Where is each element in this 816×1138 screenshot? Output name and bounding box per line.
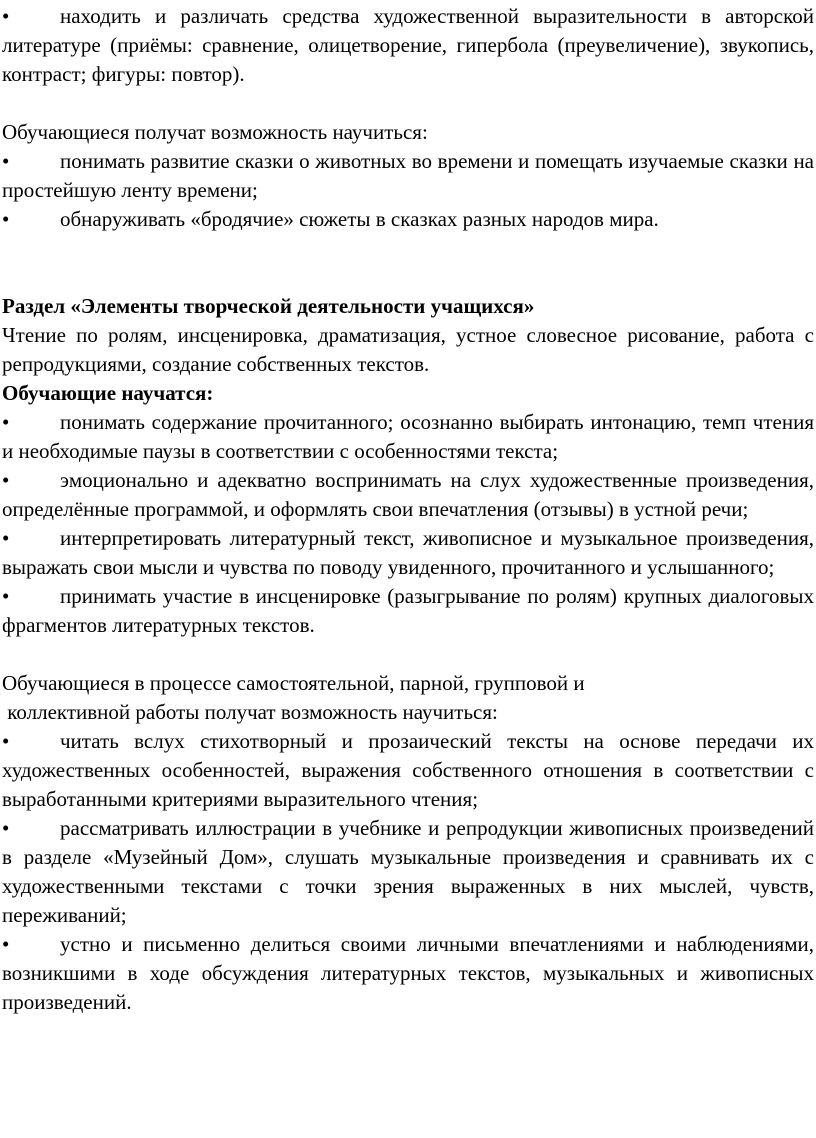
list-item-text: находить и различать средства художественной выразительности в авторской литературе (приёмы: сравнение, олицетворение, гипербола (преувеличение), звукопись, контраст; фигуры: повтор). [2, 4, 814, 86]
bullet-marker: • [2, 207, 10, 231]
list-item [2, 814, 814, 930]
document-page [2, 2, 814, 1017]
list-item-text: обнаруживать «бродячие» сюжеты в сказках разных народов мира. [60, 207, 659, 231]
list-item [2, 466, 814, 524]
list-item-text: устно и письменно делиться своими личными впечатлениями и наблюдениями, возникшими в ходе обсуждения литературных текстов, музыкальных и живописных произведений. [2, 932, 814, 1014]
paragraph-line: коллективной работы получат возможность научиться: [2, 700, 498, 724]
list-item [2, 524, 814, 582]
bullet-marker: • [2, 468, 10, 492]
paragraph-line: Обучающиеся в процессе самостоятельной, парной, групповой и [2, 671, 585, 695]
list-item [2, 408, 814, 466]
list-item [2, 205, 814, 234]
list-item-text: принимать участие в инсценировке (разыгрывание по ролям) крупных диалоговых фрагментов литературных текстов. [2, 584, 814, 637]
bullet-marker: • [2, 526, 10, 550]
list-item-text: рассматривать иллюстрации в учебнике и репродукции живописных произведений в разделе «Музейный Дом», слушать музыкальные произведения и сравнивать их с художественными текстами с точки зрения выраженных в них мыслей, чувств, переживаний; [2, 816, 814, 927]
paragraph: Обучающиеся получат возможность научиться: [2, 120, 428, 144]
bullet-marker: • [2, 149, 10, 173]
bullet-marker: • [2, 816, 10, 840]
bullet-marker: • [2, 410, 10, 434]
list-item [2, 727, 814, 814]
list-item [2, 582, 814, 640]
paragraph [2, 669, 814, 727]
list-item [2, 930, 814, 1017]
bullet-marker: • [2, 932, 10, 956]
list-item-text: понимать содержание прочитанного; осознанно выбирать интонацию, темп чтения и необходимые паузы в соответствии с особенностями текста; [2, 410, 814, 463]
list-item-text: понимать развитие сказки о животных во времени и помещать изучаемые сказки на простейшую ленту времени; [2, 149, 814, 202]
list-item [2, 2, 814, 89]
bullet-marker: • [2, 4, 10, 28]
bullet-marker: • [2, 584, 10, 608]
section-title: Раздел «Элементы творческой деятельности учащихся» [2, 294, 535, 318]
subsection-heading: Обучающие научатся: [2, 381, 214, 405]
list-item [2, 147, 814, 205]
list-item-text: читать вслух стихотворный и прозаический тексты на основе передачи их художественных особенностей, выражения собственного отношения в соответствии с выработанными критериями выразительного чтения; [2, 729, 814, 811]
list-item-text: интерпретировать литературный текст, живописное и музыкальное произведения, выражать свои мысли и чувства по поводу увиденного, прочитанного и услышанного; [2, 526, 814, 579]
bullet-marker: • [2, 729, 10, 753]
list-item-text: эмоционально и адекватно воспринимать на слух художественные произведения, определённые программой, и оформлять свои впечатления (отзывы) в устной речи; [2, 468, 814, 521]
paragraph: Чтение по ролям, инсценировка, драматизация, устное словесное рисование, работа с репродукциями, создание собственных текстов. [2, 323, 814, 376]
